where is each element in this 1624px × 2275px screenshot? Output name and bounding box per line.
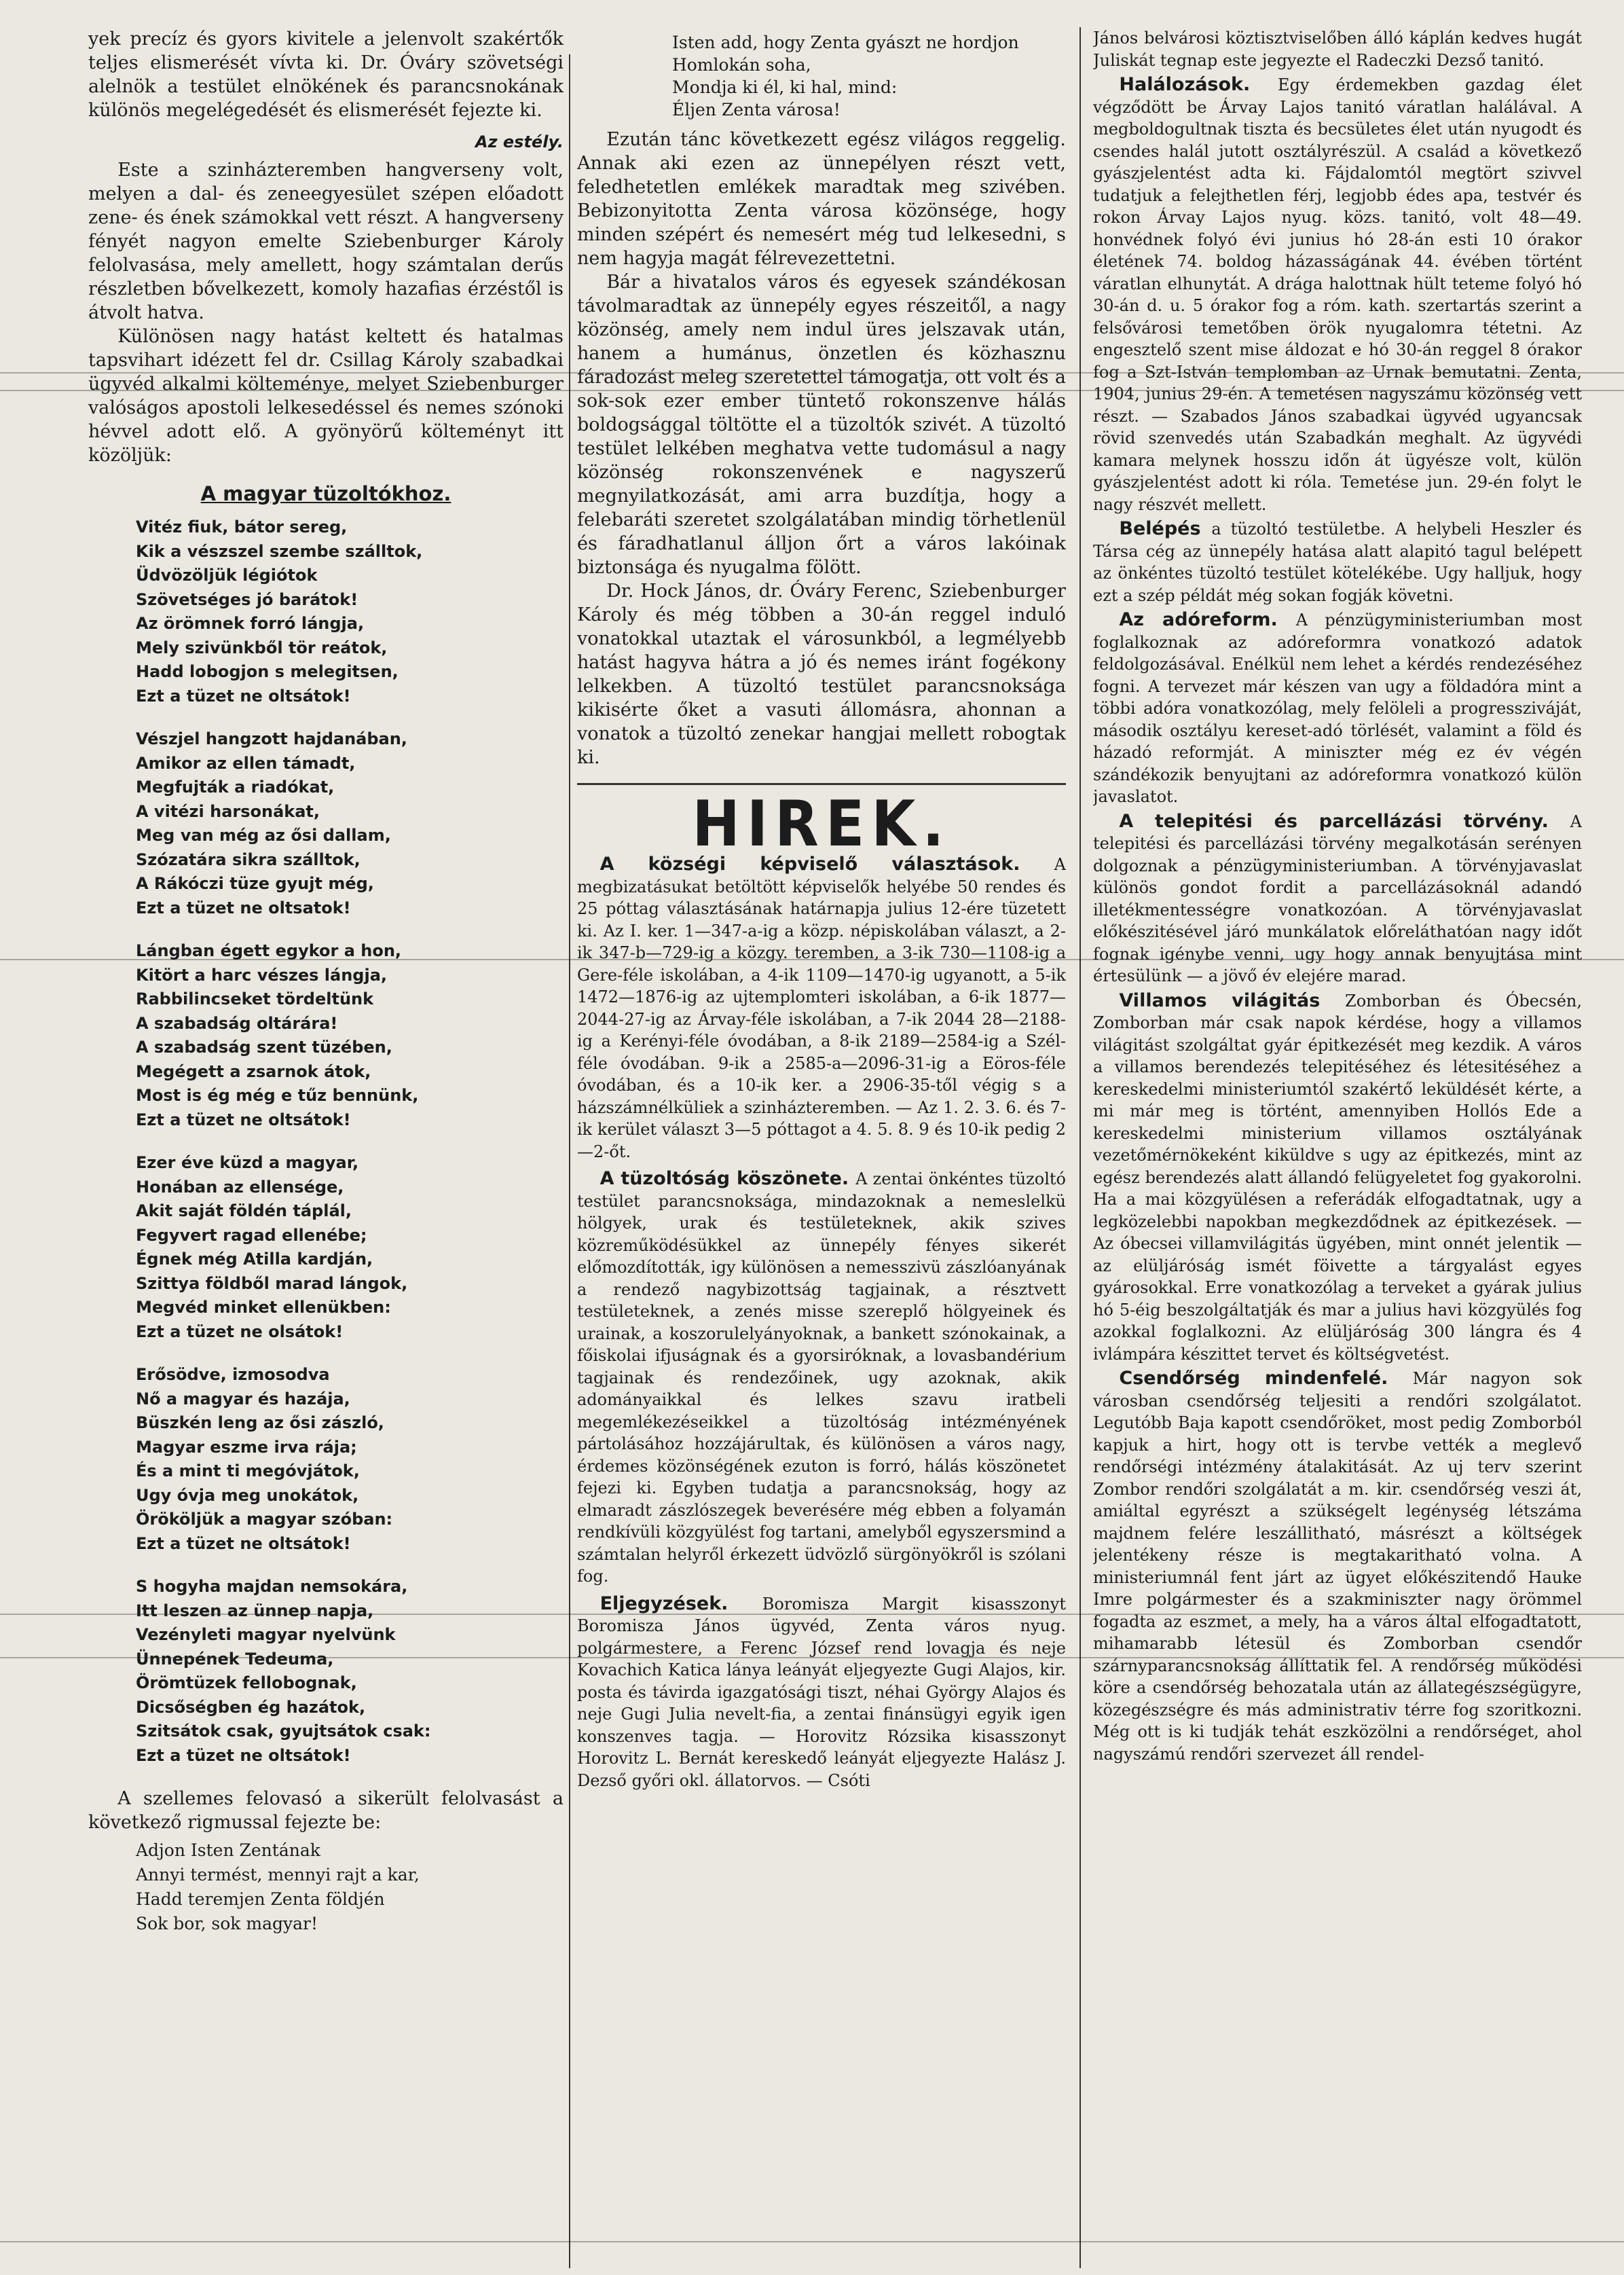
news-item [1093,518,1582,606]
poem-line: Örököljük a magyar szóban: [136,1510,393,1529]
news-heading: A községi képviselő választások. [599,854,1054,875]
news-text: a tüzoltó testületbe. A helybeli Heszler és Társa cég az ünnepély hatása alatt alapitó tagul belépett az önkéntes tüzoltó testület kötelékébe. Ugy halljuk, hogy ezt a szép példát még sokan fogják követni. [1093,520,1582,605]
poem-title: A magyar tüzoltókhoz. [200,482,451,505]
poem-line: Ezt a tüzet ne olsátok! [136,1322,344,1341]
poem-line: Ezt a tüzet ne oltsátok! [136,1110,351,1129]
section-subheading: Az estély. [475,132,564,151]
article-text: A szellemes felovasó a sikerült felolvasást a következő rigmussal fejezte be: [88,1788,564,1833]
scan-artifact-line [0,959,1624,960]
article-text: Este a szinházteremben hangverseny volt, melyen a dal- és zeneegyesület szépen előadott zene- és ének számokkal vett részt. A hangverseny fényét nagyon emelte Sziebenburger Károly felolvasása, mely amellett, hogy számtalan derűs részletben bővelkezett, komoly hazafias érzéstől is átvolt hatva. [88,160,564,323]
section-divider [577,783,1066,785]
poem-line: Szitsátok csak, gyujtsátok csak: [136,1722,431,1741]
poem-line: Ünnepének Tedeuma, [136,1649,334,1669]
scan-artifact-line [0,372,1624,374]
news-item [577,854,1066,1163]
poem-line: Megfujták a riadókat, [136,778,335,797]
poem-line: Dicsőségben ég hazátok, [136,1697,366,1717]
news-text: János belvárosi köztisztviselőben álló káplán kedves hugát Juliskát tegnap este jegyezte el Radeczki Dezső tanitó. [1093,29,1582,70]
poem-line: Lángban égett egykor a hon, [136,941,402,960]
poem-line: Szózatára sikra szálltok, [136,850,361,869]
article-text: Különösen nagy hatást keltett és hatalmas tapsvihart idézett fel dr. Csillag Károly szabadkai ügyvéd alkalmi költeménye, melyet Sziebenburger valóságos apostoli lelkesedéssel és nemes szónoki hévvel adott elő. A gyönyörű költeményt itt közöljük: [88,326,564,466]
poem-line: Büszkén leng az ősi zászló, [136,1413,384,1432]
poem-line: Égnek még Atilla kardján, [136,1250,373,1269]
poem-line: Ezer éve küzd a magyar, [136,1153,359,1172]
news-text: Boromisza Margit kisasszonyt Boromisza János ügyvéd, Zenta város nyug. polgármestere, a Ferenc József rend lovagja és neje Kovachich Katica lánya leányát eljegyezte Gugi Alajos, kir. posta és távirda igazgatósági tiszt, néhai György Alajos és neje Gugi Julia nevelt-fia, a zentai finánsügyi egyik igen konszenves tagja. — Horovitz Rózsika kisasszonyt Horovitz L. Bernát kereskedő leányát eljegyezte Halász J. Dezső győri okl. állatorvos. — Csóti [577,1594,1066,1790]
news-heading: Eljegyzések. [599,1592,762,1614]
news-text: Egy érdemekben gazdag élet végződött be Árvay Lajos tanitó váratlan halálával. A megboldogultnak tiszta és becsületes élet után nyugodt és csendes halál jutott osztályrészül. A család a következő gyászjelentést adta ki. Fájdalomtól megtört szivvel tudatjuk a felejthetlen férj, legjobb édes apa, testvér és rokon Árvay Lajos nyug. közs. tanitó, volt 48—49. honvédnek folyó évi junius hó 28-án esti 10 órakor életének 74. boldog házasságának 44. évében történt váratlan elhunytát. A drága halottnak hült teteme folyó hó 30-án d. u. 5 órakor fog a róm. kath. szertartás szerint a felsővárosi temetőben örök nyugalomra tétetni. Az engesztelő szent mise áldozat e hó 30-án reggel 8 órakor fog a Szt-István templomban az Urnak bemutatni. Zenta, 1904, junius 29-én. A temetésen nagyszámu közönség vett részt. — Szabados János szabadkai ügyvéd ugyancsak rövid szenvedés után Szabadkán meghalt. Az ügyvédi kamara melynek hosszu időn át ügyésze volt, külön gyászjelentést adott ki róla. Temetése jun. 29-én folyt le nagy részvét mellett. [1093,75,1582,514]
rhyme-line: Sok bor, sok magyar! [136,1914,318,1933]
rhyme-line: Annyi termést, mennyi rajt a kar, [136,1865,420,1885]
news-heading: A tüzoltóság köszönete. [599,1168,856,1189]
news-item [1093,74,1582,515]
column-3 [1093,27,1582,2255]
closing-rhyme [136,1838,564,1936]
news-item [1093,609,1582,808]
poem-line: Megvéd minket ellenükben: [136,1298,391,1317]
column-rule-right [1079,27,1081,2268]
scan-artifact-line [0,1657,1624,1658]
news-item [1093,990,1582,1366]
poem-line: Magyar eszme irva rája; [136,1437,357,1457]
news-text: A telepitési és parcellázási törvény megalkotásán serényen dolgoznak a pénzügyministeriumban. A törvényjavaslat különös gondot fordit a parcellázásoknál adandó illetékmentességre vonatkozóan. A törvényjavaslat előkészitésével járó munkálatok előreláthatóan nagy időt fognak igénybe venni, ugy hogy annak benyujtása mint értesülünk — a jövő év elejére marad. [1093,812,1582,985]
poem-line: A Rákóczi tüze gyujt még, [136,874,374,893]
verse-line: Isten add, hogy Zenta gyászt ne hordjon [672,33,1019,52]
poem-stanza [136,515,564,708]
poem-line: Itt leszen az ünnep napja, [136,1601,374,1620]
article-text: Dr. Hock János, dr. Óváry Ferenc, Sziebenburger Károly és még többen a 30-án reggel induló vonatokkal utaztak el városunkból, a legmélyebb hatást hagyva hátra a jó és nemes iránt fogékony lelkekben. A tüzoltó testület parancsnoksága kikisérte őket a vasuti állomásra, ahonnan a vonatok a tüzoltó zenekar hangjai mellett robogtak ki. [577,581,1066,768]
news-item [1093,1368,1582,1765]
news-heading: Villamos világitás [1119,989,1346,1011]
column-1 [88,27,564,2255]
article-text: yek precíz és gyors kivitele a jelenvolt szakértők teljes elismerését vívta ki. Dr. Óváry szövetségi alelnök a testület elnökének és parancsnokának különös megelégedését és elismerését fejezte ki. [88,29,564,121]
column-rule-left [569,54,570,2268]
news-heading: Csendőrség mindenfelé. [1119,1368,1413,1389]
poem-line: Kitört a harc vészes lángja, [136,965,388,985]
column-2 [577,27,1066,2255]
news-text: A megbizatásukat betöltött képviselők helyébe 50 rendes és 25 póttag választásának határnapja julius 12-ére tüzetett ki. Az I. ker. 1—347-a-ig a közp. népiskolában választ, a 2-ik 347-b—729-ig a közgy. teremben, a 3-ik 730—1108-ig a Gere-féle iskolában, a 4-ik 1109—1470-ig ugyanott, a 5-ik 1472—1876-ig az ujtemplomteri iskolában, a 6-ik 1877—2044-27-ig az Árvay-féle iskolában, a 7-ik 2044 28—2188-ig a Kerényi-féle óvodában, a 8-ik 2189—2584-ig a Szél-féle óvodában. 9-ik a 2585-a—2096-31-ig a Eöros-féle óvodában, és a 10-ik ker. a 2906-35-től végig s a házszámnélküliek a szinházteremben. — Az 1. 2. 3. 6. és 7-ik kerület választ 3—5 póttagot a 4. 5. 8. 9 és 10-ik pedig 2—2-őt. [577,855,1066,1161]
poem-line: Ezt a tüzet ne oltsátok! [136,1745,351,1765]
poem-line: Most is ég még e tűz bennünk, [136,1086,419,1105]
poem-line: Örömtüzek fellobognak, [136,1673,357,1692]
quoted-verse [672,31,1066,121]
article-text: Bár a hivatalos város és egyesek szándékosan távolmaradtak az ünnepély egyes részeitől, a nagy közönség, amely nem indul üres jelszavak után, hanem a humánus, önzetlen és közhasznu fáradozást meleg szeretettel támogatja, ott volt és a sok-sok ezer ember tüntető rokonszenve hálás boldogsággal töltötte el a tüzoltók szivét. A tüzoltó testület lelkében meghatva vette tudomásul a nagy közönség rokonszenvének e nagyszerű megnyilatkozását, ami arra buzdítja, hogy a felebaráti szeretet szolgálatában mindig törhetlenül és fáradhatlanul álljon őrt a város lakóinak biztonsága és nyugalma fölött. [577,272,1066,578]
news-heading: Az adóreform. [1119,609,1296,630]
poem-line: Szittya földből marad lángok, [136,1273,408,1293]
rhyme-line: Hadd teremjen Zenta földjén [136,1889,385,1909]
rhyme-line: Adjon Isten Zentának [136,1840,320,1860]
poem-stanza [136,1363,564,1556]
poem-line: Hadd lobogjon s melegitsen, [136,662,399,681]
poem-stanza [136,1151,564,1344]
poem-stanza [136,1575,564,1768]
poem-line: A szabadság szent tüzében, [136,1038,392,1057]
poem-line: A vitézi harsonákat, [136,801,320,821]
poem-line: Megégett a zsarnok átok, [136,1061,371,1081]
news-heading: A telepitési és parcellázási törvény. [1119,810,1570,832]
poem-stanza [136,939,564,1132]
news-text: Zomborban és Óbecsén, Zomborban már csak napok kérdése, hogy a villamos világitást szolgáltat gyár épitkezését meg kezdik. A város a villamos berendezés telepitéséhez és létesitéséhez a kereskedelmi ministeriumtól szakértő leküldését kérte, a mi már meg is történt, amennyiben Hollós Ede a kereskedelmi ministerium villamos osztályának vezetőmérnökeként kiküldve s ugy az épitkezés, mint az egész berendezés alatt állandó felügyeletet fog gyakorolni. Ha a mai közgyülésen a referádák elfogadtatnak, ugy a legközelebbi napokban megkezdődnek az épitkezések. — Az óbecsei villamvilágitás ügyében, mint onnét jelentik — az elüljáróság ismét föivette a tárgyalást egyes gyárosokkal. Erre vonatkozólag a terveket a gyárak julius hó 5-éig beszolgáltatják és mar a julius havi közgyülés fog azokkal foglalkozni. Az elüljáróság 300 lángra és 4 ivlámpára készittet tervet és költségvetést. [1093,991,1582,1364]
verse-line: Homlokán soha, [672,55,811,75]
poem-line: És a mint ti megóvjátok, [136,1461,360,1480]
poem-line: Erősödve, izmosodva [136,1365,330,1384]
poem-line: Rabbilincseket tördeltünk [136,989,374,1008]
scan-artifact-line [0,2241,1624,2242]
poem-line: Vészjel hangzott hajdanában, [136,729,407,748]
poem-line: A szabadság oltárára! [136,1013,338,1033]
article-text: Ezután tánc következett egész világos reggelig. Annak aki ezen az ünnepélyen részt vett, feledhetetlen emlékek maradtak meg szivében. Bebizonyitotta Zenta városa közönsége, hogy minden szépért és nemesért még tud lelkesedni, s nem hagyja magát félrevezettetni. [577,129,1066,269]
scan-artifact-line [0,390,1624,391]
news-section-title: HIREK. [692,787,951,860]
poem-line: Ezt a tüzet ne oltsátok! [136,686,351,706]
poem-line: Üdvözöljük légiótok [136,566,318,585]
verse-line: Mondja ki él, ki hal, mind: [672,77,898,97]
verse-line: Éljen Zenta városa! [672,100,841,120]
poem-line: Mely szivünkből tör reátok, [136,638,388,657]
news-item [577,1593,1066,1792]
poem-line: Ezt a tüzet ne oltsátok! [136,1533,351,1553]
news-text: A pénzügyministeriumban most foglalkoznak az adóreformra vonatkozó adatok feldolgozásával. Enélkül nem lehet a kérdés rendezéséhez fogni. A tervezet már készen van ugy a földadóra mint a többi adóra vonatkozólag, mely felöleli a progressziváját, második osztályu kereset-adó törlését, valamint a föld és házadó reformját. A miniszter még ez év végén szándékozik benyujtani az adóreformra vonatkozó külön javaslatot. [1093,611,1582,806]
news-item [577,1168,1066,1588]
poem-line: Szövetséges jó barátok! [136,589,358,609]
poem-line: Kik a vészszel szembe szálltok, [136,541,423,561]
news-text: A zentai önkéntes tüzoltó testület parancsnoksága, mindazoknak a nemeslelkü hölgyek, urak és testületeknek, akik szives közreműködésükkel az ünnepély fényes sikerét előmozdították, igy különösen a nemesszivü zászlóanyának a rendező nagybizottság tagjainak, a résztvett testületeknek, a zenés misse szereplő hölgyeinek és urainak, a koszorulelyányoknak, a bankett szónokainak, a főiskolai ifjuságnak és a gyorsiróknak, a lovasbandérium tagjainak és rendezőinek, ugy azoknak, akik adományaikkal és lelkes szavu iratbeli megemlékezéseikkel a tüzoltóság intézményének pártolásához hozzájárultak, és különösen a város nagy, érdemes közönségének ezuton is forró, hálás köszönetet fejezi ki. Egyben tudatja a parancsnokság, hogy az elmaradt zászlószegek beverésére még ebben a folyamán rendkívüli közgyülést fog tartani, amelyből egyszersmind a számtalan helyről érkezett üdvözlő sürgönyökről is szólani fog. [577,1169,1066,1586]
poem-stanza [136,727,564,920]
news-text: Már nagyon sok városban csendőrség teljesiti a rendőri szolgálatot. Legutóbb Baja kapott csendőröket, most pedig Zomborból kapjuk a hirt, hogy ott is tervbe vették a meglevő rendőrségi intézmény átalakitását. Az uj terv szerint Zombor rendőri szolgálatát a m. kir. csendőrség veszi át, amiáltal egyrészt a szükségelt legénység létszáma majdnem felére leszállitható, másrészt a költségek jelentékeny része is megtakaritható volna. A ministeriumnál fent járt az ügyet előkészitendő Hauke Imre polgármester és a szakminiszter nagy örömmel fogadta az eszmet, a mely, ha a város által elfogadtatott, mihamarabb létesül és Zomborban csendőr szárnyparancsnokság állíttatik fel. A rendőrség működési köre a csendőrség behozatala után az állategészségügyre, közegészségre és más administrativ térre fog szoritkozni. Még ott is ki tudják tehát eszközölni a rendőrséget, ahol nagyszámú rendőri szervezet áll rendel- [1093,1369,1582,1764]
poem-line: Akit saját földén táplál, [136,1201,352,1220]
poem-line: Vezényleti magyar nyelvünk [136,1625,396,1644]
poem-line: Meg van még az ősi dallam, [136,826,391,845]
scan-artifact-line [0,1614,1624,1615]
poem-line: Az örömnek forró lángja, [136,614,365,633]
poem-line: Amikor az ellen támadt, [136,753,356,773]
poem-line: Ugy óvja meg unokátok, [136,1485,359,1505]
news-heading: Halálozások. [1119,74,1278,95]
poem-line: Ezt a tüzet ne oltsatok! [136,898,351,917]
poem-line: Vitéz fiuk, bátor sereg, [136,517,348,536]
poem-line: Fegyvert ragad ellenébe; [136,1225,367,1245]
news-heading: Belépés [1119,518,1212,539]
poem-line: Honában az ellensége, [136,1177,344,1197]
poem-line: S hogyha majdan nemsokára, [136,1577,408,1596]
news-item [1093,811,1582,987]
poem-line: Nő a magyar és hazája, [136,1389,350,1408]
